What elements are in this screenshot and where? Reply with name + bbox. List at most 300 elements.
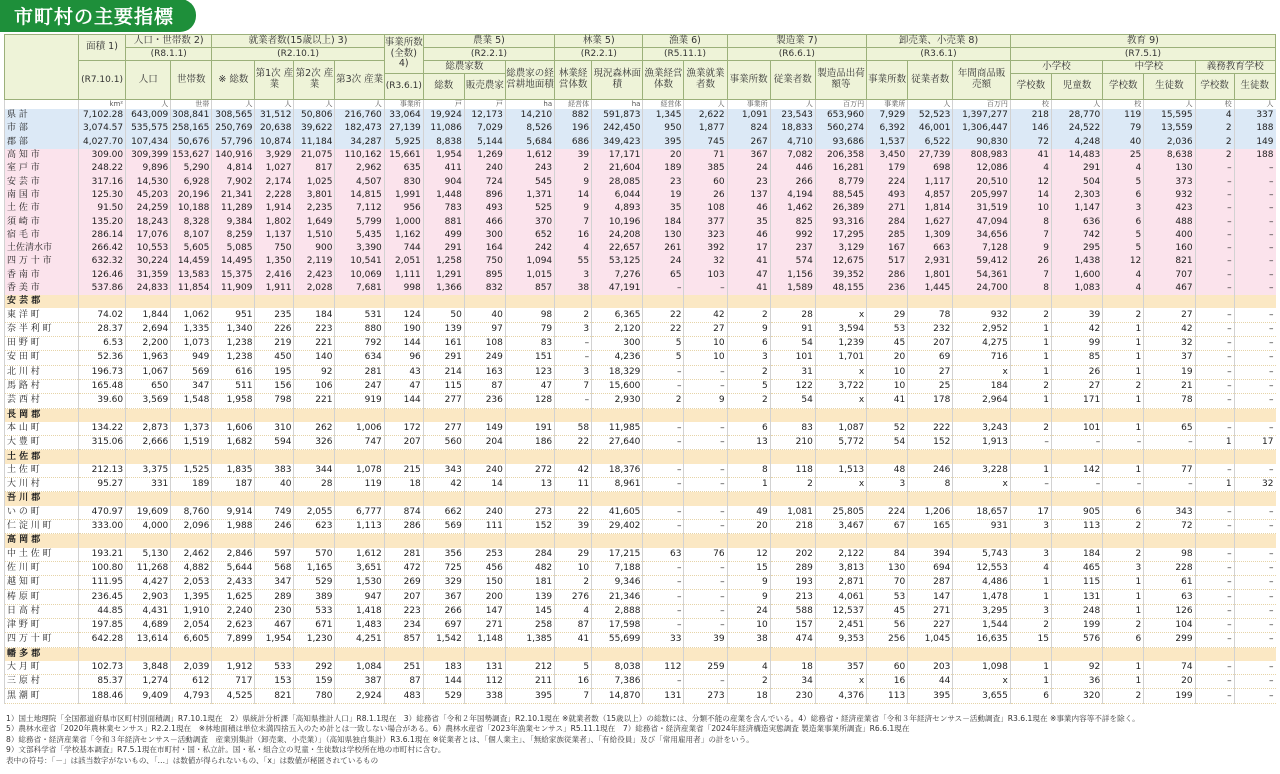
table-cell: 1,373 [171, 422, 212, 436]
table-cell: 2,666 [126, 436, 171, 450]
table-cell: 26,389 [815, 202, 866, 215]
table-cell: – [1195, 394, 1234, 408]
table-cell [1051, 534, 1102, 548]
table-cell: 2 [1010, 422, 1051, 436]
table-cell [1010, 492, 1051, 506]
table-cell: 517 [867, 255, 908, 268]
table-cell: 216,760 [335, 109, 384, 122]
district-group-row [5, 492, 1276, 506]
unit-cell: 校 [1010, 100, 1051, 110]
table-cell: 1 [1010, 351, 1051, 365]
table-cell: 206,358 [815, 149, 866, 162]
table-cell: 18,243 [126, 215, 171, 228]
table-cell: 262 [294, 422, 335, 436]
table-cell [727, 450, 770, 464]
table-cell: 47 [505, 379, 554, 393]
table-cell: 67 [867, 519, 908, 533]
table-cell: 54,361 [953, 269, 1011, 282]
table-cell: – [1144, 478, 1195, 492]
table-cell [464, 408, 505, 422]
table-cell: 7,082 [770, 149, 815, 162]
table-cell: 446 [770, 162, 815, 175]
table-cell: 367 [727, 149, 770, 162]
table-cell: 106 [294, 379, 335, 393]
table-cell: 560 [423, 436, 464, 450]
table-cell: 824 [727, 122, 770, 135]
table-cell: 128 [505, 394, 554, 408]
table-cell: 395 [643, 136, 684, 149]
municipality-name: 中 土 佐 町 [5, 548, 79, 562]
municipality-name: 長 岡 郡 [5, 408, 79, 422]
table-cell: 9 [727, 590, 770, 604]
table-cell: 24,208 [592, 229, 643, 242]
table-cell: 9 [1010, 242, 1051, 255]
table-cell: 34 [770, 675, 815, 689]
table-cell: 3 [867, 478, 908, 492]
table-cell: 191 [505, 422, 554, 436]
table-cell: 18,657 [953, 506, 1011, 520]
table-cell: 1 [1103, 422, 1144, 436]
table-cell: 1,835 [212, 464, 255, 478]
table-cell [815, 450, 866, 464]
table-cell [505, 534, 554, 548]
table-cell: – [1234, 576, 1275, 590]
table-cell [684, 492, 727, 506]
table-cell: 310 [255, 422, 294, 436]
unit-cell: 百万円 [953, 100, 1011, 110]
municipality-name: 大 豊 町 [5, 436, 79, 450]
table-cell: 10 [727, 618, 770, 632]
table-cell: 7 [1010, 229, 1051, 242]
table-cell: 222 [908, 422, 953, 436]
municipality-name: 土 佐 市 [5, 202, 79, 215]
table-row [5, 282, 1276, 295]
table-cell: 39 [684, 633, 727, 647]
table-cell: 171 [1051, 394, 1102, 408]
table-row [5, 506, 1276, 520]
table-cell: 694 [908, 561, 953, 575]
table-cell: 188 [1234, 122, 1275, 135]
unit-cell: 事業所 [727, 100, 770, 110]
footnote-line: 8）総務省・経済産業省「令和３年経済センサス－活動調査 産業別集計（卸売業、小売業）」（高知県独自集計）R3.6.1現在 ※従業者とは、「個人業主」、「無給家族従業者」、「有給役員」及び「常用雇用者」の計をいう。 [6, 734, 754, 744]
table-cell [1195, 534, 1234, 548]
table-cell: 131 [464, 661, 505, 675]
table-cell: 472 [384, 561, 423, 575]
table-cell [867, 492, 908, 506]
table-cell: 1,438 [1051, 255, 1102, 268]
table-cell: 1,649 [294, 215, 335, 228]
table-cell: 13,614 [126, 633, 171, 647]
table-cell: 212 [505, 661, 554, 675]
table-cell: 1,091 [727, 109, 770, 122]
table-cell: 309,399 [126, 149, 171, 162]
table-cell: 91 [770, 322, 815, 336]
indicators-table [4, 34, 1276, 704]
table-cell: – [1195, 464, 1234, 478]
table-cell: 101 [770, 351, 815, 365]
table-cell: – [1234, 464, 1275, 478]
table-cell: – [684, 365, 727, 379]
table-cell: 900 [294, 242, 335, 255]
table-cell: 40 [464, 308, 505, 322]
table-cell: 273 [505, 506, 554, 520]
table-cell: 184 [294, 308, 335, 322]
table-cell: 24 [727, 604, 770, 618]
table-cell: 1,062 [171, 308, 212, 322]
table-cell: 569 [171, 365, 212, 379]
table-cell: 29 [867, 308, 908, 322]
table-cell: – [1195, 379, 1234, 393]
table-cell: – [1234, 215, 1275, 228]
table-cell: 1,111 [384, 269, 423, 282]
table-cell [1051, 295, 1102, 308]
table-cell: 1,147 [1051, 202, 1102, 215]
table-cell: 119 [1103, 109, 1144, 122]
table-cell: 4,793 [171, 689, 212, 703]
table-cell: 2 [727, 308, 770, 322]
table-cell: 157 [770, 618, 815, 632]
unit-cell: 経営体 [643, 100, 684, 110]
table-cell: 1,015 [505, 269, 554, 282]
table-cell: 102.73 [78, 661, 125, 675]
table-cell: 63 [643, 548, 684, 562]
table-cell: 250,769 [212, 122, 255, 135]
header-edu-group: 教育 9) [1010, 35, 1275, 48]
table-cell: 291 [423, 351, 464, 365]
header-farm-total: 総数 [423, 74, 464, 100]
table-cell: 499 [423, 229, 464, 242]
table-cell: 53 [867, 590, 908, 604]
municipality-name: 三 原 村 [5, 675, 79, 689]
header-emp-total: ※ 総数 [212, 61, 255, 100]
municipality-name: 土 佐 郡 [5, 450, 79, 464]
table-cell: 504 [1051, 175, 1102, 188]
table-cell [464, 492, 505, 506]
table-cell: 78 [1144, 394, 1195, 408]
table-cell: 1,073 [171, 337, 212, 351]
table-cell: – [1195, 308, 1234, 322]
table-cell: 3,594 [815, 322, 866, 336]
table-cell [384, 408, 423, 422]
table-cell: 284 [867, 215, 908, 228]
table-cell: 1 [1010, 675, 1051, 689]
table-cell: 533 [294, 604, 335, 618]
header-emp-2: 第2次 産業 [294, 61, 335, 100]
unit-cell: ha [592, 100, 643, 110]
municipality-name: 須 崎 市 [5, 215, 79, 228]
table-cell: 12,537 [815, 604, 866, 618]
table-cell: – [684, 282, 727, 295]
table-cell: 6,777 [335, 506, 384, 520]
table-cell: 6,605 [171, 633, 212, 647]
table-cell: 287 [908, 576, 953, 590]
table-cell: 1,309 [908, 229, 953, 242]
table-cell: 3,651 [335, 561, 384, 575]
table-cell [815, 295, 866, 308]
table-cell: 1,612 [335, 548, 384, 562]
table-cell: 165.48 [78, 379, 125, 393]
table-cell [770, 534, 815, 548]
unit-cell: 校 [1195, 100, 1234, 110]
table-cell: 22,657 [592, 242, 643, 255]
table-cell: 40 [1103, 136, 1144, 149]
table-cell: 14 [555, 189, 592, 202]
table-cell [171, 534, 212, 548]
table-cell: 13 [505, 478, 554, 492]
table-cell: 28.37 [78, 322, 125, 336]
table-cell: 1,239 [815, 337, 866, 351]
table-cell: – [1234, 365, 1275, 379]
table-cell: 1,548 [171, 394, 212, 408]
municipality-name: 奈 半 利 町 [5, 322, 79, 336]
table-cell: 7 [555, 215, 592, 228]
table-cell: 182,473 [335, 122, 384, 135]
table-cell: 273 [684, 689, 727, 703]
table-cell: 149 [1234, 136, 1275, 149]
table-cell: 1,371 [505, 189, 554, 202]
table-cell: 281 [335, 365, 384, 379]
table-cell: 904 [423, 175, 464, 188]
table-cell: 11,289 [212, 202, 255, 215]
table-cell: 215 [384, 464, 423, 478]
table-cell: 299 [1144, 633, 1195, 647]
table-cell: – [1195, 633, 1234, 647]
table-cell: 31,359 [126, 269, 171, 282]
table-cell: 2,028 [294, 282, 335, 295]
table-cell: 230 [770, 689, 815, 703]
table-cell: 5 [643, 351, 684, 365]
table-cell: 256 [867, 633, 908, 647]
header-agri-group: 農業 5) [423, 35, 554, 48]
table-cell: 395 [908, 689, 953, 703]
table-cell: 1,530 [335, 576, 384, 590]
table-cell: 2,051 [384, 255, 423, 268]
table-cell: 53 [867, 322, 908, 336]
table-cell: 1,137 [255, 229, 294, 242]
unit-cell: 人 [294, 100, 335, 110]
header-emp-group: 就業者数(15歳以上) 3) [212, 35, 384, 48]
footnote-line: 9）文部科学省「学校基本調査」R7.5.1現在市町村・国・私立計。国・私・組合立の児童・生徒数は学校所在地の市町村に含む。 [6, 745, 446, 755]
table-cell [555, 295, 592, 308]
table-cell: 825 [770, 215, 815, 228]
table-cell: 259 [684, 661, 727, 675]
table-row [5, 109, 1276, 122]
table-cell: 163 [464, 365, 505, 379]
table-cell: 27,640 [592, 436, 643, 450]
table-cell: 1,238 [212, 351, 255, 365]
table-cell: 8 [1010, 282, 1051, 295]
table-cell: 591,873 [592, 109, 643, 122]
table-cell: – [1234, 422, 1275, 436]
table-cell: 2,694 [126, 322, 171, 336]
table-cell: 119 [335, 478, 384, 492]
table-cell: – [643, 478, 684, 492]
table-cell: 74.02 [78, 308, 125, 322]
table-cell: 223 [294, 322, 335, 336]
table-cell: 47,191 [592, 282, 643, 295]
table-cell: 1,625 [212, 590, 255, 604]
table-cell: – [1103, 436, 1144, 450]
table-cell: 4,507 [335, 175, 384, 188]
table-cell: 5 [1103, 229, 1144, 242]
table-cell [1010, 647, 1051, 661]
table-cell: 21,604 [592, 162, 643, 175]
table-cell: 24,700 [953, 282, 1011, 295]
table-cell: 184 [953, 379, 1011, 393]
table-cell: – [1234, 394, 1275, 408]
table-cell: 37 [1144, 351, 1195, 365]
table-cell [643, 492, 684, 506]
table-cell: – [684, 506, 727, 520]
table-cell: 19 [643, 189, 684, 202]
table-cell: 2 [1195, 122, 1234, 135]
unit-cell: 経営体 [555, 100, 592, 110]
table-cell: 671 [294, 618, 335, 632]
table-cell [212, 450, 255, 464]
header-pop: 人口 [126, 61, 171, 100]
table-cell: 5,644 [212, 561, 255, 575]
table-cell: – [684, 519, 727, 533]
table-cell: 2,055 [294, 506, 335, 520]
table-cell: 1,340 [212, 322, 255, 336]
corner-cell [5, 35, 79, 100]
table-cell: 18 [384, 478, 423, 492]
table-cell [171, 492, 212, 506]
table-cell: 919 [335, 394, 384, 408]
table-cell: 33,064 [384, 109, 423, 122]
table-cell: 832 [464, 282, 505, 295]
table-cell: 3,655 [953, 689, 1011, 703]
table-cell: 1 [1010, 464, 1051, 478]
table-row [5, 689, 1276, 703]
header-trade-est: 事業所数 [867, 61, 908, 100]
table-cell [1103, 492, 1144, 506]
table-cell: 16,281 [815, 162, 866, 175]
header-junior-students: 生徒数 [1144, 74, 1195, 100]
table-cell: 31,512 [255, 109, 294, 122]
table-cell: 9,384 [212, 215, 255, 228]
table-cell: 5,435 [335, 229, 384, 242]
table-cell: – [684, 590, 727, 604]
table-cell: 821 [1144, 255, 1195, 268]
table-cell: 780 [294, 689, 335, 703]
table-cell [908, 408, 953, 422]
table-cell: 6 [1103, 215, 1144, 228]
table-cell: 118 [770, 464, 815, 478]
table-cell: – [1234, 618, 1275, 632]
table-cell: 1,230 [294, 633, 335, 647]
municipality-name: 日 高 村 [5, 604, 79, 618]
footnote-line: 5）農林水産省「2020年農林業センサス」R2.2.1現在 ※林地面積は単位未満四捨五入のため計とは一致しない場合がある。6）農林水産省「2023年漁業センサス」R5.11.1現在 7）総務省・経済産業省「2024年経済構造実態調査 製造業事業所調査」R6.6.1現在 [6, 724, 910, 734]
table-cell: 474 [770, 633, 815, 647]
table-cell: 218 [1010, 109, 1051, 122]
table-cell: 103 [684, 269, 727, 282]
table-cell [867, 534, 908, 548]
table-cell: 207 [384, 436, 423, 450]
table-cell: 4,061 [815, 590, 866, 604]
table-cell: 880 [335, 322, 384, 336]
table-cell [867, 408, 908, 422]
table-cell [770, 450, 815, 464]
table-cell: 223 [384, 604, 423, 618]
table-cell: 236.45 [78, 590, 125, 604]
table-cell: 895 [464, 269, 505, 282]
table-cell: 2,200 [126, 337, 171, 351]
table-cell: 8 [727, 464, 770, 478]
table-cell: 1,269 [464, 149, 505, 162]
table-cell: 3 [1010, 604, 1051, 618]
table-cell: 2,039 [171, 661, 212, 675]
table-cell: – [1234, 308, 1275, 322]
table-cell: 46 [727, 202, 770, 215]
table-cell: 1,991 [384, 189, 423, 202]
table-cell: 1,087 [815, 422, 866, 436]
table-cell: 12,086 [953, 162, 1011, 175]
table-cell: 15,375 [212, 269, 255, 282]
table-cell [423, 492, 464, 506]
table-cell: 99 [1051, 337, 1102, 351]
table-cell: 3,074.57 [78, 122, 125, 135]
header-farm-group: 総農家数 [423, 61, 505, 74]
table-cell: 20,196 [171, 189, 212, 202]
table-cell: 7 [1010, 269, 1051, 282]
table-cell: 14,459 [171, 255, 212, 268]
table-cell: – [1234, 506, 1275, 520]
table-cell: 450 [255, 351, 294, 365]
table-cell: 4,236 [592, 351, 643, 365]
table-cell: 150 [464, 576, 505, 590]
table-cell: 1 [1010, 365, 1051, 379]
table-cell: – [1195, 175, 1234, 188]
unit-cell: 人 [1234, 100, 1275, 110]
table-cell: 4,814 [212, 162, 255, 175]
table-cell: 707 [1144, 269, 1195, 282]
table-cell: 16,635 [953, 633, 1011, 647]
table-cell: 2,888 [592, 604, 643, 618]
table-cell [555, 647, 592, 661]
table-cell: 1 [727, 478, 770, 492]
table-cell: 394 [908, 548, 953, 562]
table-cell: 2,096 [171, 519, 212, 533]
table-cell: 808,983 [953, 149, 1011, 162]
table-cell [953, 647, 1011, 661]
table-cell: – [643, 561, 684, 575]
table-cell [126, 647, 171, 661]
table-cell: 85.37 [78, 675, 125, 689]
table-cell: 19,609 [126, 506, 171, 520]
table-cell: 367 [423, 590, 464, 604]
table-cell: 4,427 [126, 576, 171, 590]
table-cell: 1,801 [908, 269, 953, 282]
table-cell: 594 [255, 436, 294, 450]
table-cell: 10 [1010, 202, 1051, 215]
table-cell: 8 [1010, 215, 1051, 228]
table-cell: 10 [867, 379, 908, 393]
table-cell: 1 [1103, 322, 1144, 336]
table-cell [1234, 295, 1275, 308]
table-cell: 525 [505, 202, 554, 215]
table-cell: 4 [1103, 162, 1144, 175]
table-cell [335, 295, 384, 308]
table-cell [953, 295, 1011, 308]
table-cell [643, 647, 684, 661]
table-cell: 110,162 [335, 149, 384, 162]
table-cell: 26 [1051, 365, 1102, 379]
table-cell: 2 [1103, 689, 1144, 703]
table-cell: 240 [464, 162, 505, 175]
table-cell: 1,335 [171, 322, 212, 336]
table-cell: 1,148 [464, 633, 505, 647]
